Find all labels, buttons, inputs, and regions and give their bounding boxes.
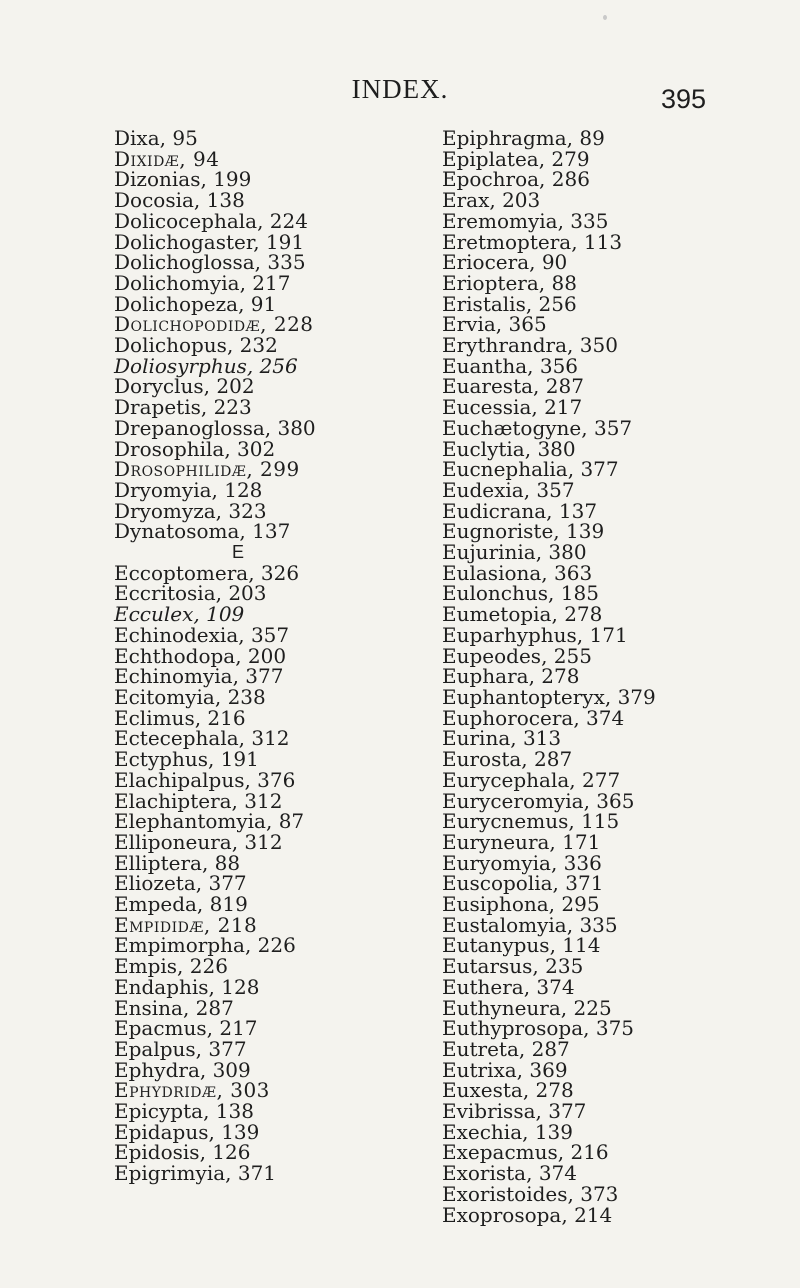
- index-entry: Dryomyza, 323: [114, 498, 267, 523]
- index-entry: Euxesta, 278: [442, 1078, 574, 1103]
- index-entry: Eriocera, 90: [442, 250, 568, 275]
- index-entry: Dolichomyia, 217: [114, 270, 291, 295]
- index-entry: Eurycephala, 277: [442, 767, 621, 792]
- index-entry: Euphantopteryx, 379: [442, 684, 656, 709]
- index-entry: Euphara, 278: [442, 664, 580, 689]
- index-entry: Exepacmus, 216: [442, 1140, 609, 1165]
- index-column-left: [114, 128, 414, 1184]
- index-entry: Dolichoglossa, 335: [114, 250, 306, 275]
- index-entry: Dolicocephala, 224: [114, 208, 308, 233]
- index-entry: Euphorocera, 374: [442, 705, 625, 730]
- index-entry: Elephantomyia, 87: [114, 809, 305, 834]
- index-entry: Dolichopodidæ, 228: [114, 312, 314, 337]
- index-column-right: [442, 128, 762, 1225]
- index-entry: Eccoptomera, 326: [114, 560, 300, 585]
- index-entry: Eujurinia, 380: [442, 540, 587, 565]
- index-entry: Doryclus, 202: [114, 374, 255, 399]
- index-entry: Epalpus, 377: [114, 1036, 247, 1061]
- index-entry: Epiphragma, 89: [442, 126, 605, 150]
- index-entry: Eudexia, 357: [442, 477, 575, 502]
- index-entry: Ephydridæ, 303: [114, 1078, 270, 1103]
- index-entry: Exoprosopa, 214: [442, 1202, 613, 1227]
- index-entry: Ectyphus, 191: [114, 747, 259, 772]
- index-entry: Eurina, 313: [442, 726, 562, 751]
- index-entry: Euclytia, 380: [442, 436, 576, 461]
- index-entry: Eusiphona, 295: [442, 892, 600, 917]
- index-entry: Eustalomyia, 335: [442, 912, 618, 937]
- index-entry: Empimorpha, 226: [114, 933, 296, 958]
- index-entry: Elliponeura, 312: [114, 829, 283, 854]
- index-entry: Epicypta, 138: [114, 1099, 254, 1124]
- index-entry: Drepanoglossa, 380: [114, 415, 316, 440]
- section-letter: E: [231, 542, 244, 563]
- index-entry: Euthyneura, 225: [442, 995, 612, 1020]
- index-entry: Eudicrana, 137: [442, 498, 598, 523]
- index-entry: Euaresta, 287: [442, 374, 584, 399]
- index-entry: Eurycnemus, 115: [442, 809, 620, 834]
- index-entry: Endaphis, 128: [114, 974, 260, 999]
- index-entry: Empididæ, 218: [114, 912, 258, 937]
- index-entry: Dolichogaster, 191: [114, 229, 305, 254]
- index-entry: Dixa, 95: [114, 126, 198, 150]
- index-entry: Echinodexia, 357: [114, 622, 290, 647]
- index-entry: Exechia, 139: [442, 1119, 574, 1144]
- index-entry: Eumetopia, 278: [442, 602, 603, 627]
- index-entry: Eliozeta, 377: [114, 871, 247, 896]
- index-entry: Epacmus, 217: [114, 1016, 258, 1041]
- index-entry: Eccritosia, 203: [114, 581, 267, 606]
- index-entry: Dolichopeza, 91: [114, 291, 277, 316]
- index-entry: Eurosta, 287: [442, 747, 573, 772]
- page-number: 395: [661, 84, 707, 114]
- index-entry: Ephydra, 309: [114, 1057, 251, 1082]
- index-entry: Eretmoptera, 113: [442, 229, 623, 254]
- index-entry: Ervia, 365: [442, 312, 547, 337]
- index-entry: Euryneura, 171: [442, 829, 601, 854]
- index-entry: Elachipalpus, 376: [114, 767, 296, 792]
- index-entry: Ecculex, 109: [114, 602, 245, 627]
- index-entry: Epidapus, 139: [114, 1119, 260, 1144]
- index-entry: Dynatosoma, 137: [114, 519, 291, 544]
- index-entry: Epiplatea, 279: [442, 146, 590, 171]
- index-entry: Erax, 203: [442, 188, 541, 213]
- index-entry: Epigrimyia, 371: [114, 1161, 277, 1186]
- index-entry: Eucnephalia, 377: [442, 457, 619, 482]
- index-entry: Euchætogyne, 357: [442, 415, 633, 440]
- index-entry: Eupeodes, 255: [442, 643, 592, 668]
- index-entry: Ectecephala, 312: [114, 726, 290, 751]
- index-entry: Euryceromyia, 365: [442, 788, 635, 813]
- index-entry: Erythrandra, 350: [442, 333, 618, 358]
- ink-speck: [603, 15, 607, 20]
- index-entry: Empeda, 819: [114, 892, 248, 917]
- index-entry: Eugnoriste, 139: [442, 519, 605, 544]
- index-entry: Eristalis, 256: [442, 291, 577, 316]
- index-entry: Eutrixa, 369: [442, 1057, 568, 1082]
- index-entry: Euthera, 374: [442, 974, 575, 999]
- index-entry: Exoristoides, 373: [442, 1181, 619, 1206]
- index-entry: Eutanypus, 114: [442, 933, 601, 958]
- index-entry: Elliptera, 88: [114, 850, 241, 875]
- index-entry: Eulasiona, 363: [442, 560, 593, 585]
- index-entry: Epochroa, 286: [442, 167, 590, 192]
- index-entry: Ecitomyia, 238: [114, 684, 266, 709]
- index-entry: Euthyprosopa, 375: [442, 1016, 635, 1041]
- index-entry: Erioptera, 88: [442, 270, 577, 295]
- index-entry: Empis, 226: [114, 954, 228, 979]
- index-entry: Epidosis, 126: [114, 1140, 251, 1165]
- index-entry: Ensina, 287: [114, 995, 234, 1020]
- index-entry: Eremomyia, 335: [442, 208, 609, 233]
- index-entry: Docosia, 138: [114, 188, 245, 213]
- index-entry: Eulonchus, 185: [442, 581, 599, 606]
- index-entry: Eutarsus, 235: [442, 954, 584, 979]
- index-entry: Eclimus, 216: [114, 705, 246, 730]
- index-entry: Echthodopa, 200: [114, 643, 287, 668]
- index-entry: Echinomyia, 377: [114, 664, 284, 689]
- index-entry: Evibrissa, 377: [442, 1099, 587, 1124]
- index-entry: Drapetis, 223: [114, 395, 252, 420]
- index-entry: Euparhyphus, 171: [442, 622, 628, 647]
- index-entry: Euantha, 356: [442, 353, 579, 378]
- index-entry: Doliosyrphus, 256: [114, 353, 298, 378]
- index-entry: Euscopolia, 371: [442, 871, 604, 896]
- index-entry: Dixidæ, 94: [114, 146, 220, 171]
- index-entry: Dolichopus, 232: [114, 333, 278, 358]
- index-entry: Elachiptera, 312: [114, 788, 283, 813]
- index-entry: Drosophila, 302: [114, 436, 276, 461]
- running-title: INDEX.: [351, 74, 449, 104]
- index-entry: Eucessia, 217: [442, 395, 583, 420]
- index-entry: Dizonias, 199: [114, 167, 252, 192]
- index-entry: Eutreta, 287: [442, 1036, 570, 1061]
- index-entry: Dryomyia, 128: [114, 477, 263, 502]
- index-entry: Drosophilidæ, 299: [114, 457, 300, 482]
- index-entry: Euryomyia, 336: [442, 850, 602, 875]
- index-entry: Exorista, 374: [442, 1161, 577, 1186]
